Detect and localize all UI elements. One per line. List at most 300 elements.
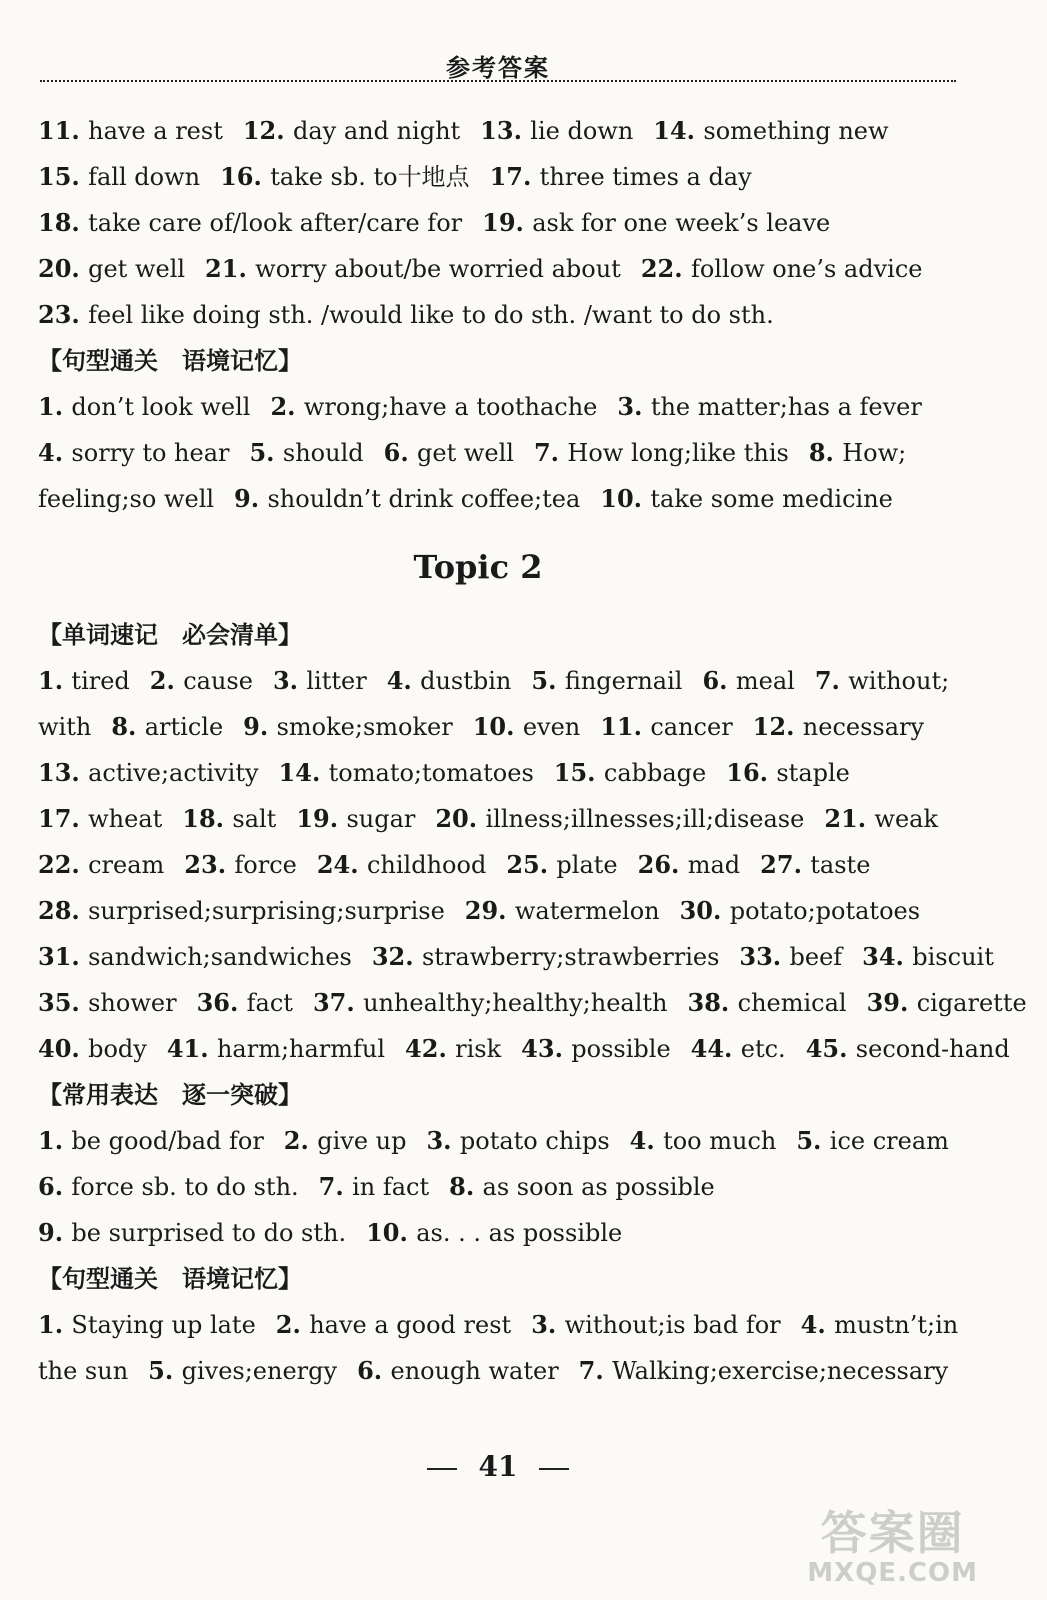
answer-text: second-hand: [855, 1035, 1010, 1063]
expression-answers: [38, 1118, 958, 1256]
answer-line: [38, 292, 958, 338]
answer-number: 22.: [38, 850, 89, 879]
answer-text: feel like doing sth. /would like to do sth. /want to do sth.: [88, 301, 774, 329]
answer-item: [167, 1035, 385, 1063]
answer-number: 26.: [637, 850, 688, 879]
answer-item: [38, 897, 445, 925]
answer-number: 4.: [38, 438, 72, 467]
answer-number: 6.: [383, 438, 418, 467]
answer-text: plate: [556, 851, 618, 879]
answer-number: 7.: [318, 1172, 353, 1201]
answer-line: [38, 1302, 958, 1348]
answer-item: [372, 943, 720, 971]
answer-item: [384, 439, 514, 467]
answer-text: without;: [848, 667, 950, 695]
answer-item: [279, 759, 534, 787]
footer-dash-right: [539, 1468, 569, 1470]
answer-item: [296, 805, 415, 833]
answer-item: [38, 667, 130, 695]
answer-number: 10.: [472, 712, 523, 741]
answer-text: as. . . as possible: [416, 1219, 623, 1247]
answer-item: [270, 393, 597, 421]
answer-item: [824, 805, 938, 833]
answer-text: as soon as possible: [482, 1173, 715, 1201]
answer-item: [38, 851, 164, 879]
answer-number: 7.: [814, 666, 849, 695]
answer-text: get well: [417, 439, 514, 467]
answer-item: [38, 163, 200, 191]
page-header-title: 参考答案: [446, 53, 550, 82]
answer-text: three times a day: [539, 163, 752, 191]
header-divider: [40, 80, 956, 82]
answer-text: feeling;so well: [38, 485, 215, 513]
answer-item: [641, 255, 923, 283]
answer-number: 27.: [760, 850, 811, 879]
watermark-text: 答案圈: [820, 1506, 965, 1560]
answer-item: [862, 943, 994, 971]
section-heading-expressions: 【常用表达 逐一突破】: [38, 1081, 302, 1109]
answer-item: [801, 1311, 959, 1339]
answer-number: 20.: [435, 804, 486, 833]
answer-number: 6.: [38, 1172, 72, 1201]
answer-line: [38, 750, 958, 796]
answer-number: 1.: [38, 1126, 72, 1155]
answer-item: [182, 805, 276, 833]
answer-number: 7.: [578, 1356, 613, 1385]
answer-text: mad: [687, 851, 741, 879]
answer-number: 4.: [629, 1126, 664, 1155]
answer-number: 5.: [796, 1126, 830, 1155]
answer-item: [506, 851, 617, 879]
answer-number: 5.: [148, 1356, 182, 1385]
answer-line: [38, 704, 958, 750]
answer-line: [38, 154, 958, 200]
answer-number: 12.: [242, 116, 293, 145]
answer-item: [531, 1311, 780, 1339]
answer-text: fall down: [88, 163, 201, 191]
answer-line: [38, 430, 958, 476]
answer-number: 4.: [800, 1310, 835, 1339]
answer-line: [38, 658, 958, 704]
answer-line: [38, 1118, 958, 1164]
answer-number: 20.: [38, 254, 89, 283]
answer-item: [243, 713, 453, 741]
answer-item: [480, 117, 633, 145]
answer-text: smoke;smoker: [276, 713, 453, 741]
answer-item: [313, 989, 668, 1017]
answer-number: 24.: [316, 850, 367, 879]
answer-item: [249, 439, 363, 467]
answer-text: fingernail: [564, 667, 683, 695]
answer-text: cancer: [650, 713, 733, 741]
answer-number: 5.: [531, 666, 565, 695]
answer-line: [38, 888, 958, 934]
answer-text: too much: [663, 1127, 777, 1155]
answer-item: [243, 117, 460, 145]
answer-line: [38, 1210, 958, 1256]
answer-text: force: [234, 851, 297, 879]
answer-item: [449, 1173, 715, 1201]
answer-number: 19.: [482, 208, 533, 237]
answer-number: 1.: [38, 1310, 72, 1339]
answer-item: [465, 897, 660, 925]
vocabulary-answers: [38, 658, 1027, 1072]
answer-text: etc.: [740, 1035, 786, 1063]
answer-content: [38, 108, 1027, 1394]
answer-item: [579, 1357, 949, 1385]
answer-item: [38, 117, 223, 145]
answer-text: be good/bad for: [71, 1127, 264, 1155]
answer-number: 2.: [275, 1310, 310, 1339]
answer-item: [796, 1127, 949, 1155]
answer-item: [319, 1173, 429, 1201]
answer-item: [38, 1311, 256, 1339]
answer-text: sorry to hear: [71, 439, 230, 467]
answer-number: 16.: [220, 162, 271, 191]
answer-text: weak: [874, 805, 939, 833]
answer-number: 36.: [196, 988, 247, 1017]
answer-text: tomato;tomatoes: [328, 759, 534, 787]
answer-text: take care of/look after/care for: [88, 209, 463, 237]
answer-line: [38, 384, 958, 430]
answer-number: 25.: [506, 850, 557, 879]
answer-number: 11.: [600, 712, 651, 741]
answer-number: 11.: [38, 116, 89, 145]
answer-text: risk: [455, 1035, 502, 1063]
answer-number: 30.: [679, 896, 730, 925]
answer-item: [357, 1357, 559, 1385]
answer-text: watermelon: [514, 897, 660, 925]
answer-number: 13.: [480, 116, 531, 145]
answer-text: the sun: [38, 1357, 129, 1385]
answer-number: 39.: [866, 988, 917, 1017]
answer-number: 13.: [38, 758, 89, 787]
watermark-logo: [807, 1506, 978, 1588]
answer-number: 17.: [489, 162, 540, 191]
answer-text: illness;illnesses;ill;disease: [485, 805, 805, 833]
answer-number: 9.: [234, 484, 268, 513]
answer-item: [521, 1035, 670, 1063]
answer-item: [739, 943, 842, 971]
answer-text: article: [144, 713, 224, 741]
answer-item: [473, 713, 581, 741]
answer-number: 21.: [824, 804, 875, 833]
answer-text: sandwich;sandwiches: [88, 943, 352, 971]
answer-item: [38, 1127, 264, 1155]
answer-item: [688, 989, 847, 1017]
answer-text: Staying up late: [71, 1311, 256, 1339]
answer-item: [531, 667, 682, 695]
answer-number: 3.: [531, 1310, 565, 1339]
answer-text: shouldn’t drink coffee;tea: [267, 485, 581, 513]
answer-item: [490, 163, 752, 191]
answer-number: 1.: [38, 392, 72, 421]
answer-number: 14.: [653, 116, 704, 145]
answer-item: [38, 209, 462, 237]
answer-number: 2.: [149, 666, 184, 695]
answer-item: [867, 989, 1027, 1017]
answer-number: 22.: [640, 254, 691, 283]
answer-number: 43.: [521, 1034, 572, 1063]
answer-number: 8.: [808, 438, 843, 467]
answer-item: [273, 667, 367, 695]
answer-text: meal: [735, 667, 795, 695]
answer-number: 33.: [739, 942, 790, 971]
answer-item: [806, 1035, 1010, 1063]
answer-number: 21.: [205, 254, 256, 283]
page-footer: [0, 1450, 996, 1483]
answer-item: [600, 713, 732, 741]
answer-text: chemical: [737, 989, 847, 1017]
topic1-phrases-block: [38, 108, 958, 338]
answer-text: take some medicine: [650, 485, 893, 513]
answer-item: [148, 1357, 337, 1385]
answer-line: [38, 980, 1027, 1026]
answer-number: 3.: [617, 392, 651, 421]
answer-text: lie down: [530, 117, 634, 145]
answer-number: 45.: [805, 1034, 856, 1063]
answer-item: [702, 667, 794, 695]
answer-text: fact: [246, 989, 293, 1017]
answer-text: give up: [317, 1127, 407, 1155]
answer-number: 31.: [38, 942, 89, 971]
answer-item: [111, 713, 223, 741]
answer-number: 35.: [38, 988, 89, 1017]
answer-item: [38, 1173, 299, 1201]
answer-number: 44.: [690, 1034, 741, 1063]
answer-item: [680, 897, 920, 925]
answer-text: potato chips: [459, 1127, 610, 1155]
answer-item: [435, 805, 804, 833]
answer-number: 15.: [38, 162, 89, 191]
answer-line: [38, 1164, 958, 1210]
answer-item: [197, 989, 293, 1017]
answer-item: [234, 485, 580, 513]
answer-text: strawberry;strawberries: [421, 943, 720, 971]
section-heading-sentence-patterns: 【句型通关 语境记忆】: [38, 347, 302, 375]
answer-item: [405, 1035, 501, 1063]
answer-text: Walking;exercise;necessary: [612, 1357, 949, 1385]
answer-number: 38.: [687, 988, 738, 1017]
answer-item: [150, 667, 253, 695]
answer-number: 5.: [249, 438, 283, 467]
answer-text: How long;like this: [567, 439, 789, 467]
answer-text: ask for one week’s leave: [532, 209, 831, 237]
answer-text: biscuit: [912, 943, 994, 971]
answer-line: [38, 934, 994, 980]
answer-number: 9.: [38, 1218, 72, 1247]
answer-line: [38, 796, 958, 842]
answer-number: 16.: [726, 758, 777, 787]
answer-text: sugar: [346, 805, 416, 833]
answer-text: beef: [789, 943, 843, 971]
answer-item: [554, 759, 706, 787]
answer-item: [317, 851, 486, 879]
answer-number: 23.: [38, 300, 89, 329]
answer-item: [220, 163, 469, 191]
answer-number: 40.: [38, 1034, 89, 1063]
answer-number: 34.: [862, 942, 913, 971]
answer-number: 29.: [464, 896, 515, 925]
answer-text: enough water: [390, 1357, 559, 1385]
answer-text: worry about/be worried about: [255, 255, 621, 283]
answer-text: potato;potatoes: [729, 897, 921, 925]
topic2-sentence-answers: [38, 1302, 958, 1394]
answer-text: take sb. to十地点: [270, 163, 470, 191]
answer-item: [38, 1035, 147, 1063]
answer-text: mustn’t;in: [834, 1311, 959, 1339]
answer-number: 15.: [553, 758, 604, 787]
answer-number: 18.: [182, 804, 233, 833]
answer-number: 4.: [386, 666, 421, 695]
answer-item: [753, 713, 924, 741]
answer-item: [726, 759, 850, 787]
answer-number: 8.: [111, 712, 145, 741]
answer-item: [815, 667, 949, 695]
answer-item: [630, 1127, 777, 1155]
answer-number: 7.: [533, 438, 568, 467]
answer-number: 23.: [184, 850, 235, 879]
answer-text: staple: [776, 759, 850, 787]
answer-text: something new: [703, 117, 889, 145]
topic1-sentence-answers: [38, 384, 958, 522]
answer-text: wheat: [88, 805, 163, 833]
answer-number: 9.: [243, 712, 277, 741]
answer-number: 14.: [278, 758, 329, 787]
answer-item: [38, 1219, 346, 1247]
answer-text: the matter;has a fever: [650, 393, 922, 421]
answer-text: body: [88, 1035, 147, 1063]
answer-item: [38, 805, 162, 833]
answer-item: [426, 1127, 609, 1155]
answer-text: follow one’s advice: [690, 255, 923, 283]
answer-item: [284, 1127, 407, 1155]
answer-item: [600, 485, 893, 513]
answer-item: [38, 439, 229, 467]
answer-number: 18.: [38, 208, 89, 237]
answer-text: have a rest: [88, 117, 223, 145]
answer-text: cream: [88, 851, 165, 879]
answer-number: 2.: [270, 392, 304, 421]
answer-text: childhood: [366, 851, 487, 879]
answer-text: force sb. to do sth.: [71, 1173, 299, 1201]
answer-line: [38, 1026, 1010, 1072]
answer-item: [482, 209, 830, 237]
answer-item: [387, 667, 512, 695]
watermark-url: MXQE.COM: [807, 1558, 978, 1588]
answer-text: don’t look well: [71, 393, 251, 421]
answer-number: 37.: [312, 988, 364, 1017]
answer-text: should: [282, 439, 364, 467]
answer-text: active;activity: [88, 759, 259, 787]
answer-number: 12.: [752, 712, 803, 741]
answer-text: in fact: [352, 1173, 430, 1201]
answer-text: have a good rest: [309, 1311, 512, 1339]
answer-text: without;is bad for: [564, 1311, 781, 1339]
answer-text: wrong;have a toothache: [303, 393, 598, 421]
answer-number: 3.: [426, 1126, 460, 1155]
answer-text: harm;harmful: [216, 1035, 386, 1063]
answer-number: 2.: [283, 1126, 318, 1155]
answer-line: [38, 200, 958, 246]
answer-item: [653, 117, 888, 145]
answer-text: surprised;surprising;surprise: [88, 897, 445, 925]
answer-text: with: [38, 713, 92, 741]
answer-text: possible: [571, 1035, 671, 1063]
answer-text: unhealthy;healthy;health: [363, 989, 668, 1017]
answer-text: day and night: [292, 117, 461, 145]
answer-number: 17.: [38, 804, 89, 833]
answer-number: 3.: [272, 666, 307, 695]
answer-item: [38, 1357, 128, 1385]
answer-line: [38, 1348, 958, 1394]
answer-item: [184, 851, 297, 879]
section-heading-sentence-patterns-2: 【句型通关 语境记忆】: [38, 1265, 302, 1293]
answer-item: [38, 759, 259, 787]
answer-number: 10.: [600, 484, 651, 513]
answer-number: 6.: [702, 666, 736, 695]
answer-item: [534, 439, 789, 467]
answer-line: [38, 246, 958, 292]
answer-item: [205, 255, 621, 283]
answer-item: [38, 485, 214, 513]
answer-text: cause: [183, 667, 253, 695]
footer-dash-left: [427, 1468, 457, 1470]
answer-item: [38, 713, 91, 741]
answer-item: [760, 851, 870, 879]
answer-item: [617, 393, 921, 421]
answer-number: 1.: [38, 666, 72, 695]
answer-text: taste: [810, 851, 871, 879]
topic-title: Topic 2: [413, 548, 543, 586]
answer-text: shower: [88, 989, 177, 1017]
answer-text: cabbage: [603, 759, 707, 787]
answer-text: litter: [306, 667, 367, 695]
answer-text: dustbin: [420, 667, 512, 695]
answer-text: gives;energy: [181, 1357, 338, 1385]
answer-item: [691, 1035, 786, 1063]
page-number: 41: [478, 1450, 518, 1483]
answer-item: [809, 439, 906, 467]
answer-item: [38, 989, 177, 1017]
answer-text: even: [522, 713, 581, 741]
answer-text: How;: [842, 439, 907, 467]
answer-number: 6.: [357, 1356, 391, 1385]
answer-number: 32.: [371, 942, 422, 971]
answer-text: necessary: [802, 713, 925, 741]
answer-number: 8.: [449, 1172, 483, 1201]
answer-number: 42.: [405, 1034, 456, 1063]
answer-item: [638, 851, 741, 879]
section-heading-vocabulary: 【单词速记 必会清单】: [38, 621, 302, 649]
answer-number: 41.: [166, 1034, 217, 1063]
answer-item: [38, 943, 352, 971]
answer-line: [38, 476, 958, 522]
answer-text: cigarette: [916, 989, 1027, 1017]
answer-text: be surprised to do sth.: [71, 1219, 347, 1247]
answer-text: get well: [88, 255, 186, 283]
answer-item: [276, 1311, 511, 1339]
answer-line: [38, 842, 958, 888]
answer-text: ice cream: [829, 1127, 949, 1155]
answer-text: salt: [232, 805, 277, 833]
answer-item: [38, 255, 185, 283]
answer-number: 19.: [296, 804, 347, 833]
answer-number: 10.: [366, 1218, 417, 1247]
answer-item: [38, 393, 250, 421]
answer-text: tired: [71, 667, 130, 695]
answer-line: [38, 108, 958, 154]
